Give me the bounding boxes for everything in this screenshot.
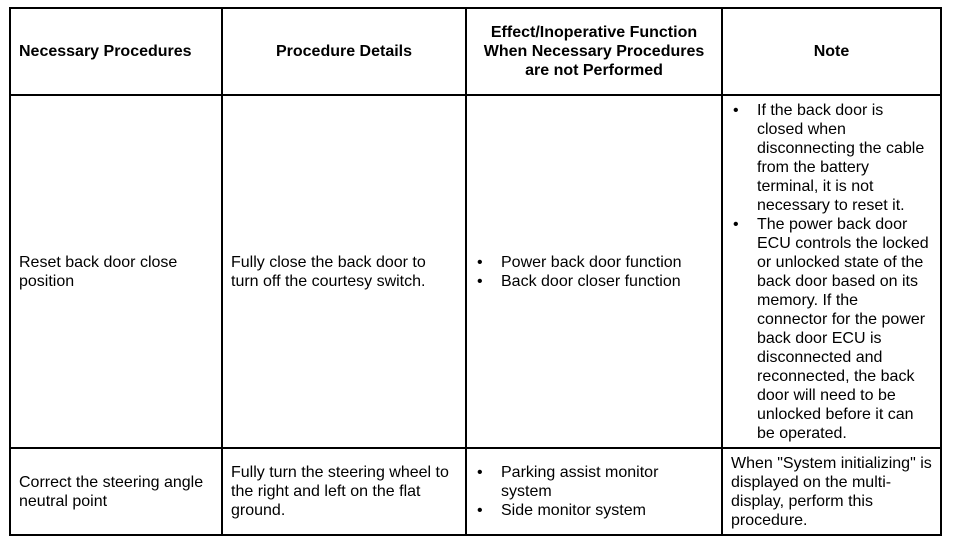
header-procedure-details: Procedure Details	[222, 8, 466, 95]
procedures-table	[9, 7, 942, 536]
list-item: • Back door closer function	[475, 272, 713, 291]
list-item: • Power back door function	[475, 253, 713, 272]
details-cell: Fully close the back door to turn off the courtesy switch.	[222, 95, 466, 448]
effects-cell	[466, 95, 722, 448]
note-cell: When "System initializing" is displayed on the multi-display, perform this procedure.	[722, 448, 941, 535]
effects-list	[475, 253, 713, 291]
header-note: Note	[722, 8, 941, 95]
header-necessary-procedures: Necessary Procedures	[10, 8, 222, 95]
procedure-cell: Reset back door close position	[10, 95, 222, 448]
procedure-cell: Correct the steering angle neutral point	[10, 448, 222, 535]
header-row	[10, 8, 941, 95]
effects-list	[475, 463, 713, 520]
list-item: • Side monitor system	[475, 501, 713, 520]
details-cell: Fully turn the steering wheel to the right and left on the flat ground.	[222, 448, 466, 535]
table-row	[10, 95, 941, 448]
table-row	[10, 448, 941, 535]
header-effect-inoperative-function: Effect/Inoperative Function When Necessary Procedures are not Performed	[466, 8, 722, 95]
note-cell	[722, 95, 941, 448]
list-item: • If the back door is closed when disconnecting the cable from the battery terminal, it is not necessary to reset it.	[731, 101, 932, 215]
list-item: • The power back door ECU controls the locked or unlocked state of the back door based on its memory. If the connector for the power back door ECU is disconnected and reconnected, the back door will need to be unlocked before it can be operated.	[731, 215, 932, 443]
note-list	[731, 101, 932, 443]
list-item: • Parking assist monitor system	[475, 463, 713, 501]
effects-cell	[466, 448, 722, 535]
